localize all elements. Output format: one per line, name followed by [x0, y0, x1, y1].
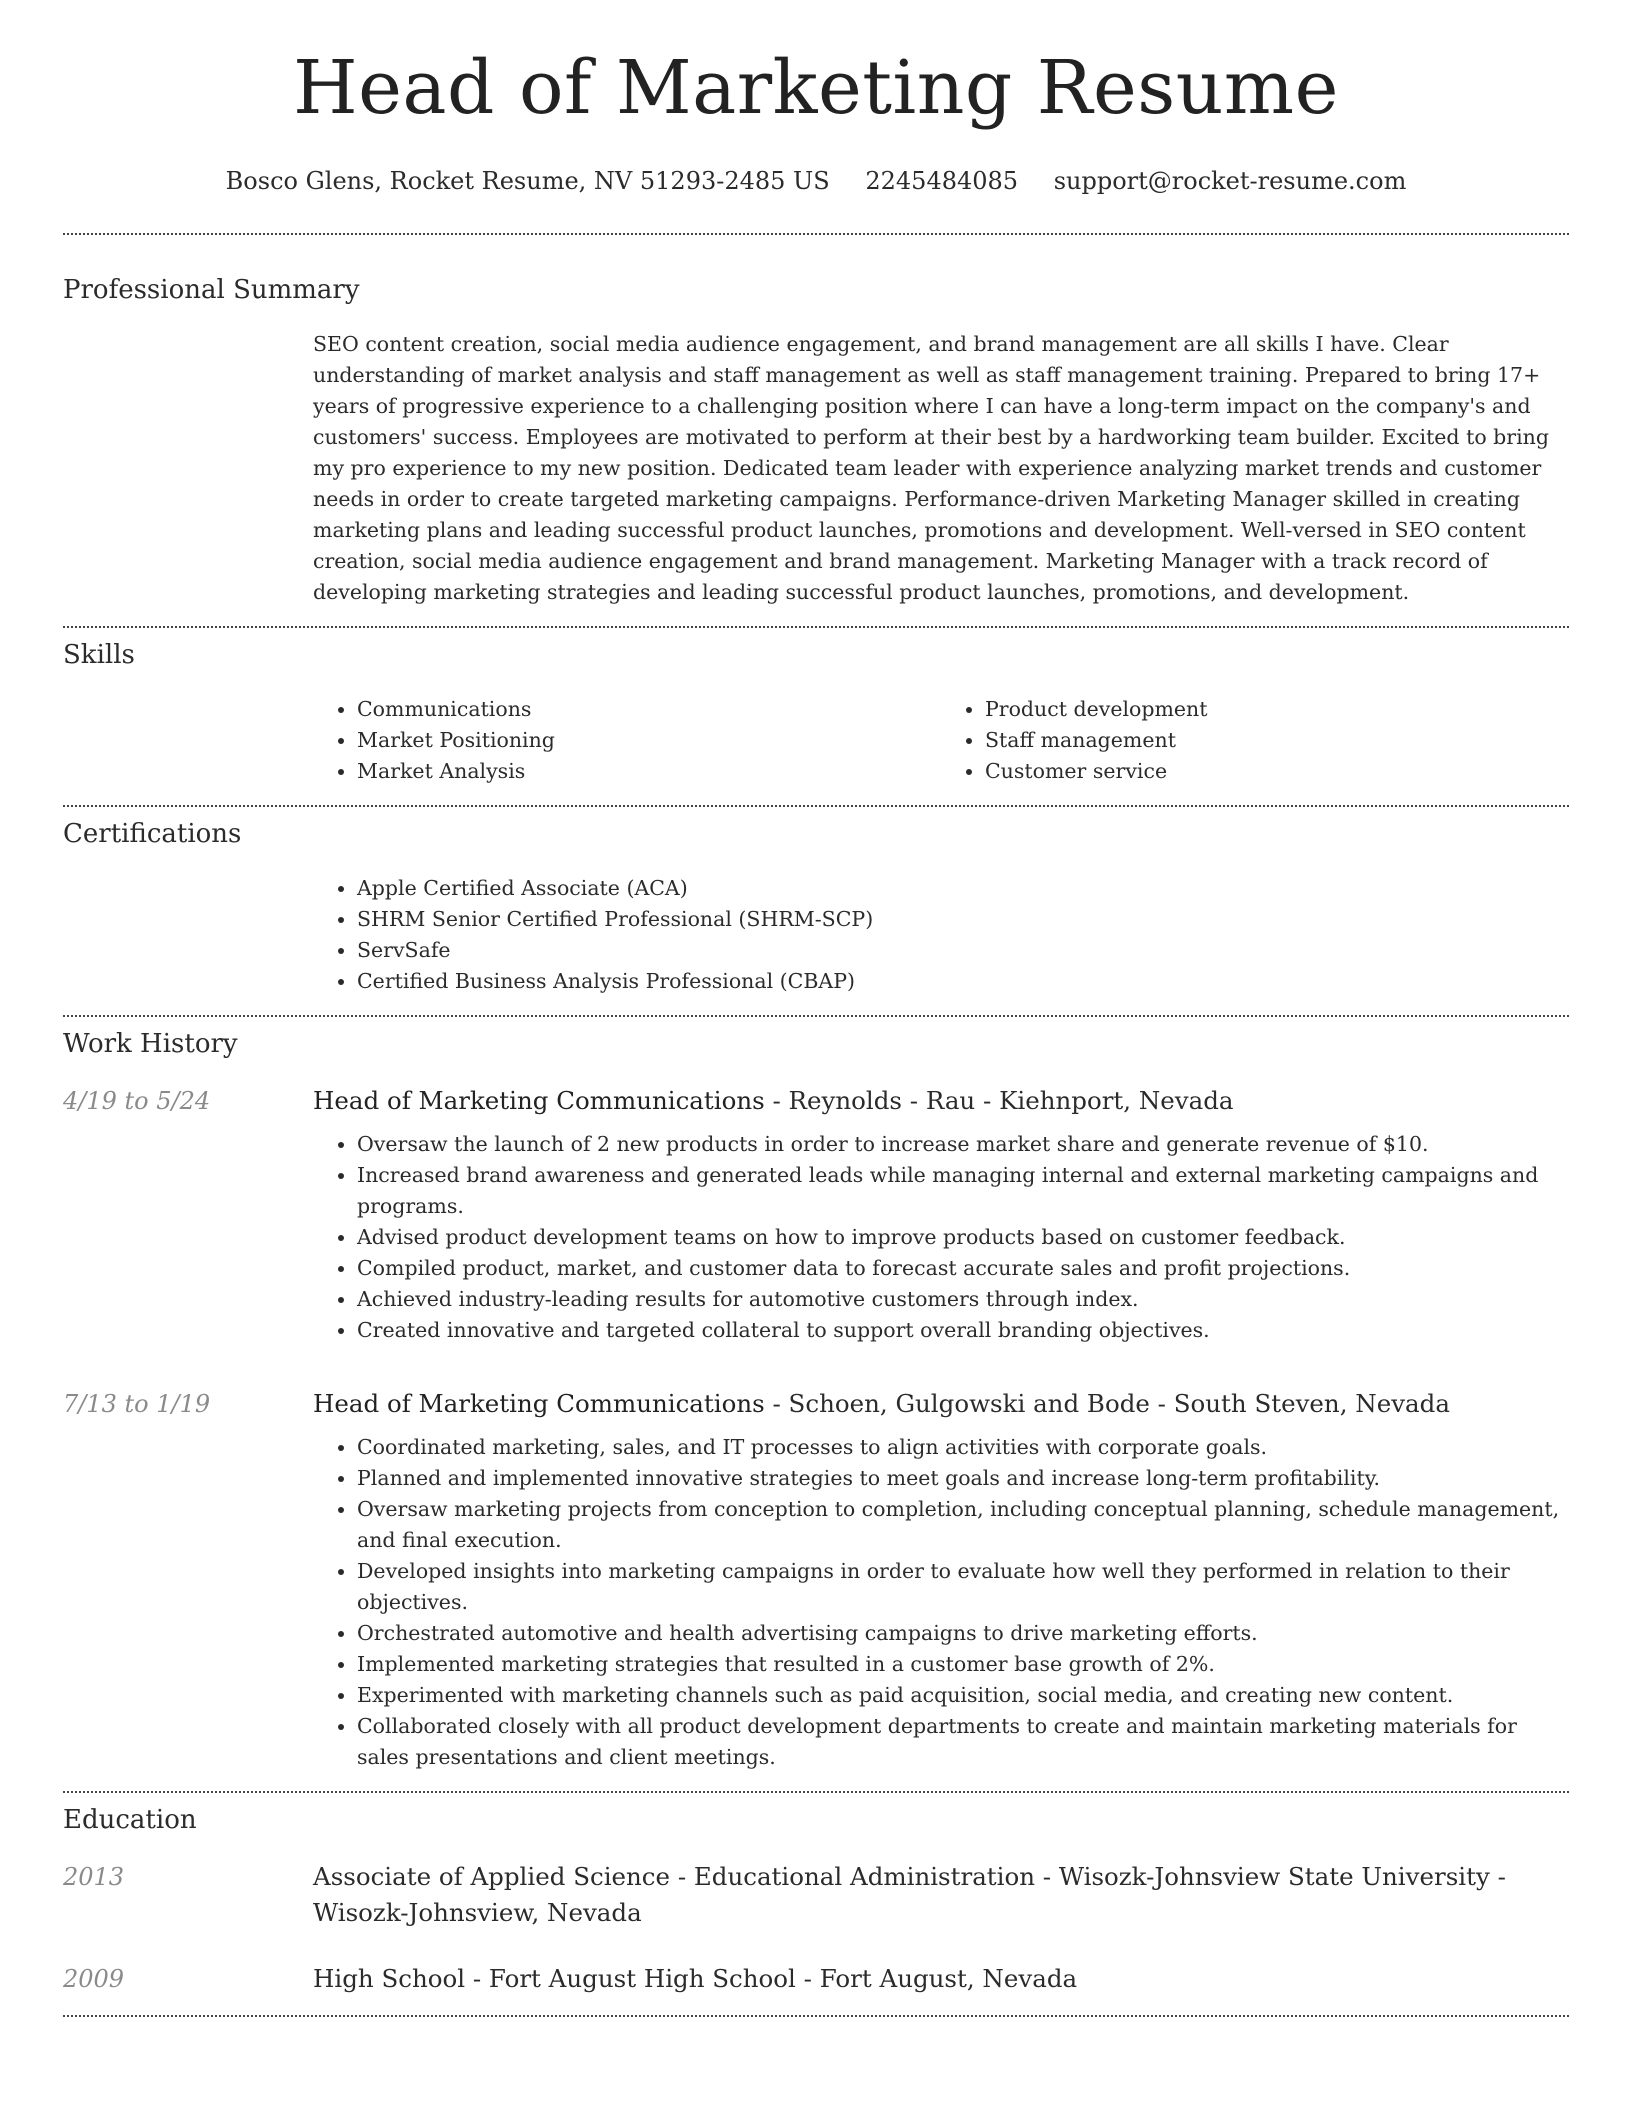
job-title-line — [313, 1083, 1234, 1119]
job-bullet: • Implemented marketing strategies that resulted in a customer base growth of 2%. — [357, 1649, 1569, 1680]
education-text: Associate of Applied Science - Educational Administration - Wisozk-Johnsview State University - Wisozk-Johnsview, Nevada — [313, 1862, 1506, 1928]
section-title-skills: Skills — [63, 640, 135, 671]
job-role: Head of Marketing Communications — [313, 1389, 765, 1419]
skills-list-right — [941, 694, 1569, 787]
contact-address: Bosco Glens, Rocket Resume, NV 51293-2485 US — [225, 167, 830, 196]
job-bullet: • Collaborated closely with all product development departments to create and maintain marketing materials for sales presentations and client meetings. — [357, 1711, 1569, 1773]
job-bullet-list — [313, 1432, 1569, 1773]
job-entry — [63, 1083, 1569, 1346]
education-year: 2013 — [63, 1863, 125, 1892]
job-bullet: • Oversaw marketing projects from conception to completion, including conceptual planning, schedule management, and final execution. — [357, 1494, 1569, 1556]
summary-content — [313, 329, 1569, 608]
summary-section — [63, 235, 1569, 608]
job-bullet: • Advised product development teams on how to improve products based on customer feedback. — [357, 1222, 1569, 1253]
education-entry — [63, 1859, 1569, 1931]
job-role: Head of Marketing Communications — [313, 1086, 765, 1116]
certification-item: • Apple Certified Associate (ACA) — [357, 873, 1569, 904]
job-bullet: • Oversaw the launch of 2 new products in order to increase market share and generate revenue of $10. — [357, 1129, 1569, 1160]
contact-phone: 2245484085 — [865, 167, 1019, 196]
section-title-work: Work History — [63, 1029, 238, 1060]
certifications-content — [313, 873, 1569, 997]
job-header — [63, 1083, 1569, 1119]
certification-item: • ServSafe — [357, 935, 1569, 966]
contact-line — [63, 167, 1569, 195]
job-bullet: • Compiled product, market, and customer data to forecast accurate sales and profit projections. — [357, 1253, 1569, 1284]
skill-item: • Product development — [985, 694, 1569, 725]
job-title-line — [313, 1386, 1450, 1422]
job-bullet: • Coordinated marketing, sales, and IT processes to align activities with corporate goals. — [357, 1432, 1569, 1463]
job-dates: 7/13 to 1/19 — [63, 1390, 211, 1419]
job-company-location: - Reynolds - Rau - Kiehnport, Nevada — [764, 1086, 1234, 1116]
job-bullets — [313, 1432, 1569, 1773]
certification-item: • Certified Business Analysis Professional (CBAP) — [357, 966, 1569, 997]
skills-grid — [313, 694, 1569, 787]
skill-item: • Market Positioning — [357, 725, 941, 756]
education-year: 2009 — [63, 1965, 125, 1994]
certifications-section — [63, 807, 1569, 997]
job-bullets — [313, 1129, 1569, 1346]
education-section — [63, 1793, 1569, 1997]
skill-item: • Staff management — [985, 725, 1569, 756]
education-entry — [63, 1961, 1569, 1997]
education-text: High School - Fort August High School - Fort August, Nevada — [313, 1964, 1078, 1994]
skill-item: • Communications — [357, 694, 941, 725]
job-dates: 4/19 to 5/24 — [63, 1087, 211, 1116]
job-entry — [63, 1386, 1569, 1773]
job-bullet: • Created innovative and targeted collateral to support overall branding objectives. — [357, 1315, 1569, 1346]
section-title-education: Education — [63, 1805, 197, 1836]
job-bullet: • Orchestrated automotive and health advertising campaigns to drive marketing efforts. — [357, 1618, 1569, 1649]
certification-item: • SHRM Senior Certified Professional (SHRM-SCP) — [357, 904, 1569, 935]
page-title: Head of Marketing Resume — [293, 45, 1339, 131]
job-bullet: • Developed insights into marketing campaigns in order to evaluate how well they performed in relation to their objectives. — [357, 1556, 1569, 1618]
job-bullet: • Increased brand awareness and generated leads while managing internal and external marketing campaigns and programs. — [357, 1160, 1569, 1222]
section-title-certifications: Certifications — [63, 819, 242, 850]
work-section — [63, 1017, 1569, 1773]
certifications-list — [313, 873, 1569, 997]
job-header — [63, 1386, 1569, 1422]
job-bullet: • Experimented with marketing channels such as paid acquisition, social media, and creating new content. — [357, 1680, 1569, 1711]
skills-list-left — [313, 694, 941, 787]
skill-item: • Customer service — [985, 756, 1569, 787]
summary-text: SEO content creation, social media audience engagement, and brand management are all skills I have. Clear understanding of market analysis and staff management as well as staff management training. Prepared to bring 17+ years of progressive experience to a challenging position where I can have a long-term impact on the company's and customers' success. Employees are motivated to perform at their best by a hardworking team builder. Excited to bring my pro experience to my new position. Dedicated team leader with experience analyzing market trends and customer needs in order to create targeted marketing campaigns. Performance-driven Marketing Manager skilled in creating marketing plans and leading successful product launches, promotions and development. Well-versed in SEO content creation, social media audience engagement and brand management. Marketing Manager with a track record of developing marketing strategies and leading successful product launches, promotions, and development. — [313, 332, 1549, 605]
skills-section — [63, 628, 1569, 787]
contact-email: support@rocket-resume.com — [1053, 167, 1407, 196]
divider — [63, 2015, 1569, 2017]
job-company-location: - Schoen, Gulgowski and Bode - South Steven, Nevada — [764, 1389, 1450, 1419]
job-bullet-list — [313, 1129, 1569, 1346]
section-title-summary: Professional Summary — [63, 275, 360, 306]
job-bullet: • Achieved industry-leading results for automotive customers through index. — [357, 1284, 1569, 1315]
job-bullet: • Planned and implemented innovative strategies to meet goals and increase long-term profitability. — [357, 1463, 1569, 1494]
skill-item: • Market Analysis — [357, 756, 941, 787]
